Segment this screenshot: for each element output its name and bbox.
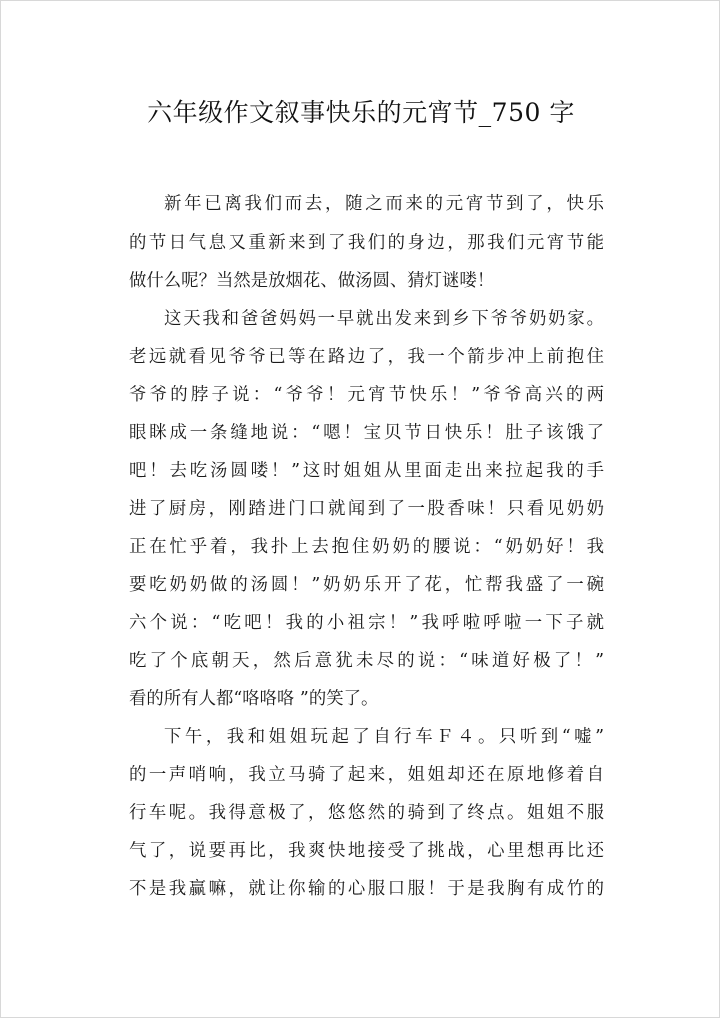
- paragraph-line: 的节日气息又重新来到了我们的身边，那我们元宵节能: [129, 233, 604, 253]
- paragraph-line: 行车呢。我得意极了，悠悠然的骑到了终点。姐姐不服: [129, 803, 604, 823]
- document-title: 六年级作文叙事快乐的元宵节_750 字: [147, 98, 575, 127]
- paragraph-line: 新年已离我们而去，随之而来的元宵节到了，快乐: [164, 194, 604, 214]
- paragraph-line: 眼眯成一条缝地说：“嗯！宝贝节日快乐！肚子该饿了: [129, 423, 604, 443]
- paragraph-line: 爷爷的脖子说：“爷爷！元宵节快乐！”爷爷高兴的两: [129, 385, 604, 405]
- paragraph-line: 吧！去吃汤圆喽！”这时姐姐从里面走出来拉起我的手: [129, 461, 604, 481]
- paragraph-line: 老远就看见爷爷已等在路边了，我一个箭步冲上前抱住: [129, 347, 604, 367]
- paragraph-line: 气了，说要再比，我爽快地接受了挑战，心里想再比还: [129, 841, 604, 861]
- paragraph-line: 要吃奶奶做的汤圆！”奶奶乐开了花，忙帮我盛了一碗: [129, 575, 604, 595]
- paragraph-line: 正在忙乎着，我扑上去抱住奶奶的腰说：“奶奶好！我: [129, 537, 604, 557]
- paragraph-line: 做什么呢？当然是放烟花、做汤圆、猜灯谜喽！: [129, 271, 495, 291]
- paragraph-line: 的一声哨响，我立马骑了起来，姐姐却还在原地修着自: [129, 765, 604, 785]
- paragraph-line: 六个说：“吃吧！我的小祖宗！”我呼啦呼啦一下子就: [129, 613, 604, 633]
- paragraph-line: 吃了个底朝天，然后意犹未尽的说：“味道好极了！”: [129, 651, 604, 671]
- paragraph-line: 看的所有人都“咯咯咯 ”的笑了。: [129, 689, 379, 709]
- paragraph-line: 这天我和爸爸妈妈一早就出发来到乡下爷爷奶奶家。: [164, 309, 604, 329]
- paragraph-line: 进了厨房，刚踏进门口就闻到了一股香味！只看见奶奶: [129, 499, 604, 519]
- paragraph-line: 下午，我和姐姐玩起了自行车Ｆ４。只听到“嘘”: [164, 727, 604, 747]
- paragraph-line: 不是我赢嘛，就让你输的心服口服！于是我胸有成竹的: [129, 879, 604, 899]
